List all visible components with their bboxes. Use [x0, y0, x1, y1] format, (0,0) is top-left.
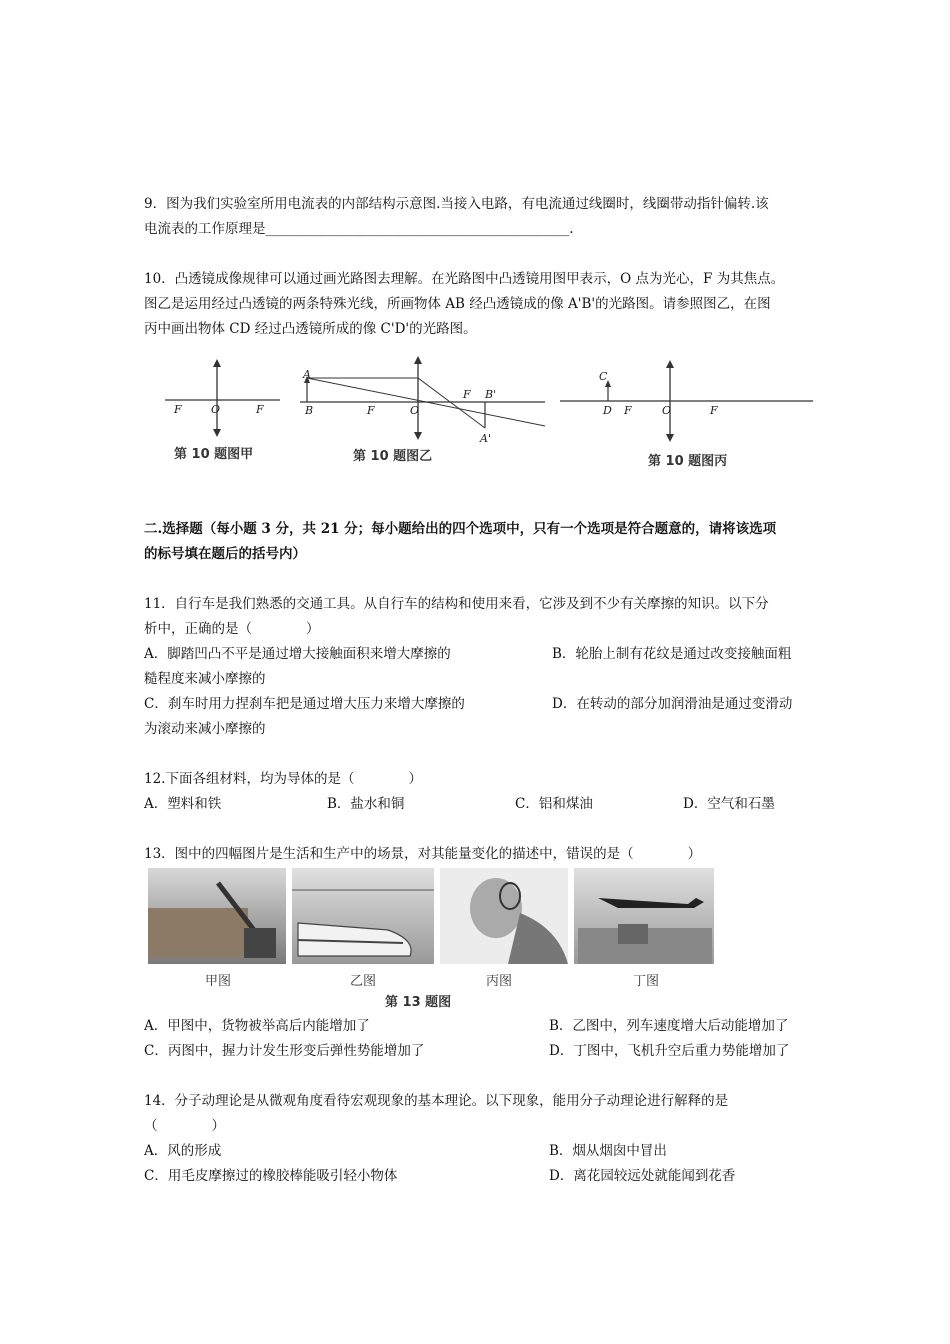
- q14-line1: 14．分子动理论是从微观角度看待宏观现象的基本理论。以下现象，能用分子动理论进行解释的是: [144, 1093, 729, 1109]
- figure-13: [148, 868, 718, 968]
- fig-b-label-bprime: B': [485, 388, 497, 401]
- q11-option-d: D．在转动的部分加润滑油是通过变滑动: [552, 696, 793, 712]
- fig13-caption: 第 13 题图: [385, 995, 452, 1010]
- fig-c-label-d: D: [603, 404, 612, 417]
- fig13-caption-ding: 丁图: [633, 974, 660, 989]
- q13-option-a: A．甲图中，货物被举高后内能增加了: [144, 1018, 370, 1034]
- fig-b-label-f1: F: [367, 404, 375, 417]
- q12-stem: 12.下面各组材料，均为导体的是（ ）: [144, 771, 422, 787]
- q14-option-b: B．烟从烟囱中冒出: [549, 1143, 667, 1159]
- q9-line2: 电流表的工作原理是_____________________________________________.: [144, 221, 574, 237]
- fig-c-label-o: O: [662, 404, 672, 417]
- fig13-caption-jia: 甲图: [205, 974, 232, 989]
- q14-option-a: A．风的形成: [144, 1143, 222, 1159]
- q12-option-d: D．空气和石墨: [683, 796, 775, 812]
- q13-option-c: C．丙图中，握力计发生形变后弹性势能增加了: [144, 1043, 425, 1059]
- q12-option-a: A．塑料和铁: [144, 796, 222, 812]
- fig13-caption-yi: 乙图: [350, 974, 377, 989]
- fig-a-caption: 第 10 题图甲: [174, 447, 254, 462]
- q11-option-b: B．轮胎上制有花纹是通过改变接触面粗: [552, 646, 792, 662]
- q11-line1: 11．自行车是我们熟悉的交通工具。从自行车的结构和使用来看，它涉及到不少有关摩擦的知识。以下分: [144, 596, 769, 612]
- q14-option-d: D．离花园较远处就能闻到花香: [549, 1168, 736, 1184]
- fig-b-label-o: O: [410, 404, 420, 417]
- fig-c-caption: 第 10 题图丙: [648, 454, 728, 469]
- q11-option-a: A．脚踏凹凸不平是通过增大接触面积来增大摩擦的: [144, 646, 451, 662]
- fig13-caption-bing: 丙图: [486, 974, 513, 989]
- q13-option-b: B．乙图中，列车速度增大后动能增加了: [549, 1018, 789, 1034]
- figure-10-c: [558, 358, 818, 473]
- fig-b-caption: 第 10 题图乙: [353, 449, 433, 464]
- fig-b-label-a: A: [303, 368, 311, 381]
- fig-c-label-f2: F: [710, 404, 718, 417]
- q11-option-c: C．刹车时用力捏刹车把是通过增大压力来增大摩擦的: [144, 696, 465, 712]
- fig-b-label-f2: F: [463, 388, 471, 401]
- q11-option-b-cont: 糙程度来减小摩擦的: [144, 671, 266, 687]
- q10-line3: 丙中画出物体 CD 经过凸透镜所成的像 C'D'的光路图。: [144, 321, 477, 337]
- section2-line2: 的标号填在题后的括号内）: [144, 546, 306, 562]
- fig-c-label-f1: F: [624, 404, 632, 417]
- q11-line2: 析中，正确的是（ ）: [144, 621, 320, 637]
- figure-10-b: [295, 348, 555, 468]
- fig-a-label-f2: F: [256, 403, 264, 416]
- fig-a-label-o: O: [211, 403, 221, 416]
- q11-option-d-cont: 为滚动来减小摩擦的: [144, 721, 266, 737]
- q9-line1: 9．图为我们实验室所用电流表的内部结构示意图.当接入电路，有电流通过线圈时，线圈带动指针偏转.该: [144, 196, 769, 212]
- q13-stem: 13．图中的四幅图片是生活和生产中的场景，对其能量变化的描述中，错误的是（ ）: [144, 846, 702, 862]
- q14-line2: （ ）: [144, 1118, 225, 1134]
- q10-line1: 10．凸透镜成像规律可以通过画光路图去理解。在光路图中凸透镜用图甲表示，O 点为光心，F 为其焦点。: [144, 271, 785, 287]
- section2-line1: 二.选择题（每小题 3 分，共 21 分；每小题给出的四个选项中，只有一个选项是符合题意的，请将该选项: [144, 521, 777, 537]
- figure-10-a: [160, 355, 290, 465]
- q13-option-d: D．丁图中，飞机升空后重力势能增加了: [549, 1043, 790, 1059]
- fig-b-label-aprime: A': [480, 432, 491, 445]
- q10-line2: 图乙是运用经过凸透镜的两条特殊光线，所画物体 AB 经凸透镜成的像 A'B'的光路图。请参照图乙，在图: [144, 296, 771, 312]
- q12-option-b: B．盐水和铜: [327, 796, 405, 812]
- q14-option-c: C．用毛皮摩擦过的橡胶棒能吸引轻小物体: [144, 1168, 398, 1184]
- q12-option-c: C．铝和煤油: [515, 796, 593, 812]
- fig-c-label-c: C: [599, 370, 608, 383]
- fig-b-label-b: B: [305, 404, 314, 417]
- fig-a-label-f1: F: [174, 403, 182, 416]
